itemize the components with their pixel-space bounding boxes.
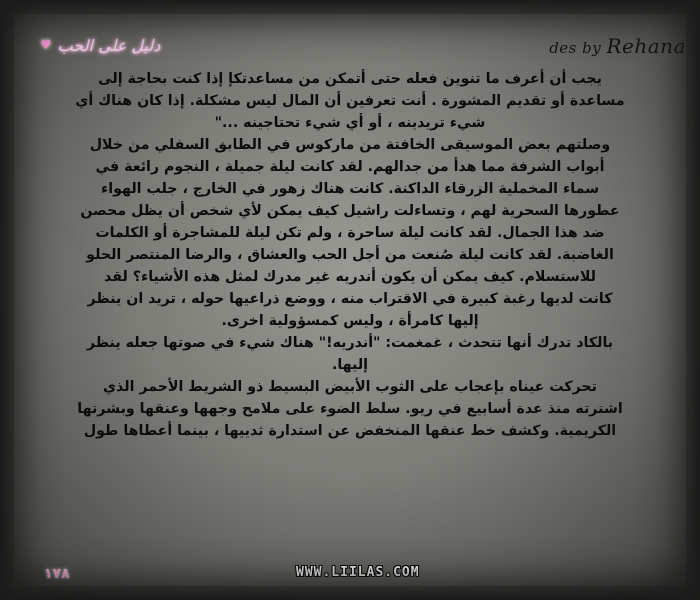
text-line: تحركت عيناه بإعجاب على الثوب الأبيض البسيط ذو الشريط الأحمر الذي xyxy=(103,379,597,395)
text-line: كانت لديها رغبة كبيرة في الاقتراب منه ، ووضع ذراعيها حوله ، تريد ان ينظر xyxy=(87,291,613,307)
grunge-border-right xyxy=(686,0,700,600)
grunge-border-bottom xyxy=(0,586,700,600)
text-line: ضد هذا الجمال. لقد كانت ليلة ساحرة ، ولم تكن ليلة للمشاجرة أو الكلمات xyxy=(95,225,605,241)
page-number: ١٧٨ xyxy=(44,566,70,582)
story-text xyxy=(26,68,674,442)
text-line: الغاضبة. لقد كانت ليلة صُنعت من أجل الحب والعشاق ، والرضا المنتصر الحلو xyxy=(86,247,614,263)
text-line: الكريمية. وكشف خط عنقها المنخفض عن استدارة ثدييها ، بينما أعطاها طول xyxy=(83,423,617,439)
text-line: اشترته منذ عدة أسابيع في ريو. سلط الضوء على ملامح وجهها وعنقها وبشرتها xyxy=(77,401,623,417)
signature-prefix: des by xyxy=(549,39,607,57)
text-line: إليها. xyxy=(331,357,369,373)
text-line: سماء المخملية الزرقاء الداكنة. كانت هناك زهور في الخارج ، جلب الهواء xyxy=(100,181,600,197)
designer-signature xyxy=(549,34,686,58)
site-watermark[interactable]: WWW.LIILAS.COM xyxy=(296,565,420,580)
heart-icon: ♥ xyxy=(40,38,52,53)
grunge-border-top xyxy=(0,0,700,14)
text-line: عطورها السحرية لهم ، وتساءلت راشيل كيف يمكن لأي شخص أن يظل محصن xyxy=(80,203,620,219)
text-line: أبواب الشرفة مما هدأ من جدالهم. لقد كانت ليلة جميلة ، النجوم رائعة في xyxy=(95,159,605,175)
text-line: شيء تريدينه ، أو أي شيء تحتاجينه ..." xyxy=(214,115,486,131)
grunge-border-left xyxy=(0,0,14,600)
text-line: مساعدة أو تقديم المشورة . أنت تعرفين أن المال ليس مشكلة. إذا كان هناك أي xyxy=(75,93,625,109)
signature-name: Rehana xyxy=(606,34,686,58)
text-line: إليها كامرأة ، وليس كمسؤولية اخرى. xyxy=(221,313,479,329)
brand-title: دليل على الحب xyxy=(57,36,161,55)
brand-header xyxy=(40,36,160,55)
text-line: للاستسلام. كيف يمكن أن يكون أندريه غير مدرك لمثل هذه الأشياء؟ لقد xyxy=(104,269,596,285)
text-line: بالكاد تدرك أنها تتحدث ، غمغمت: "أندريه!" هناك شيء في صوتها جعله ينظر xyxy=(86,335,614,351)
text-line: وصلتهم بعض الموسيقى الخافتة من ماركوس في الطابق السفلي من خلال xyxy=(89,137,611,153)
text-line: يجب أن أعرف ما تنوين فعله حتى أتمكن من مساعدتكإ إذا كنت بحاجة إلى xyxy=(98,71,602,87)
